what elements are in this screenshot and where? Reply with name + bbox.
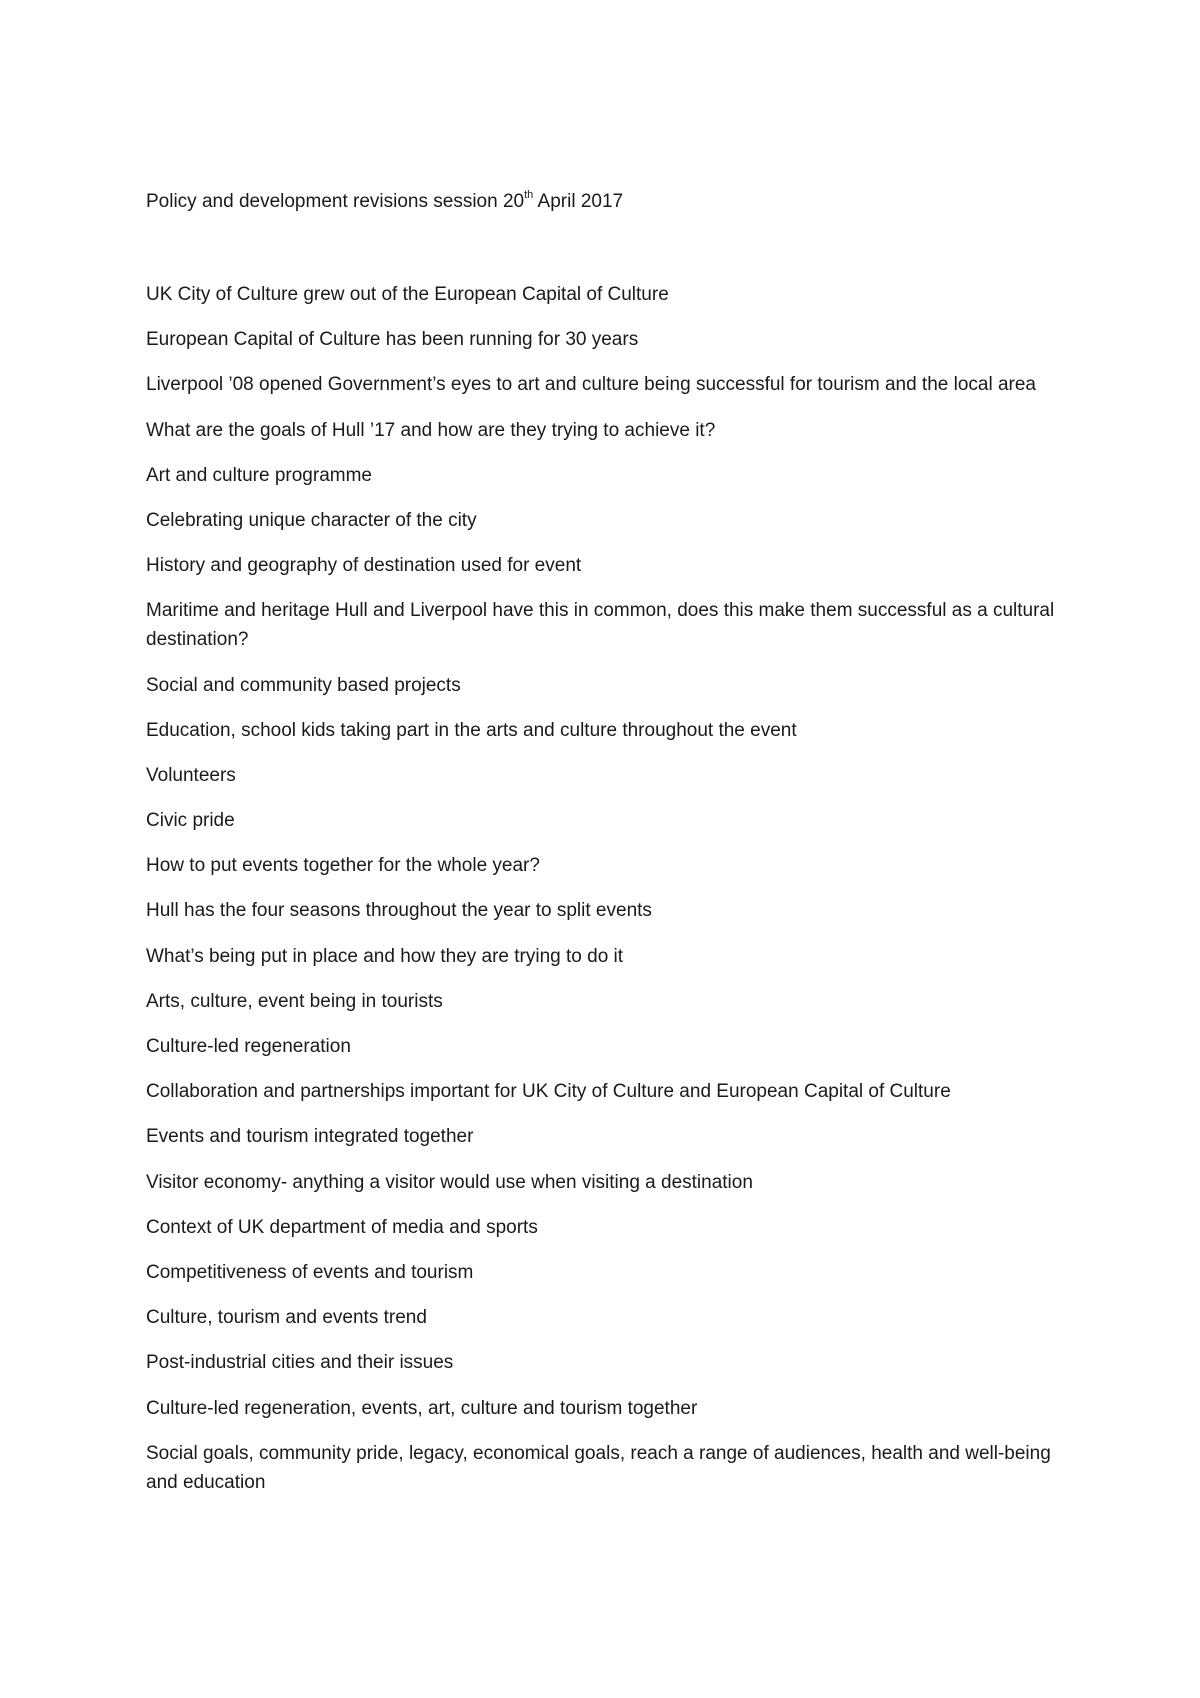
note-paragraph: Social goals, community pride, legacy, economical goals, reach a range of audiences, health and well-being and education xyxy=(146,1442,1051,1493)
note-paragraph: Social and community based projects xyxy=(146,674,461,696)
note-paragraph: UK City of Culture grew out of the European Capital of Culture xyxy=(146,284,669,305)
note-paragraph: Visitor economy- anything a visitor would use when visiting a destination xyxy=(146,1171,753,1193)
note-paragraph: History and geography of destination used for event xyxy=(146,555,582,577)
note-paragraph: Art and culture programme xyxy=(146,464,372,486)
note-paragraph: European Capital of Culture has been running for 30 years xyxy=(146,329,639,351)
document-title xyxy=(146,190,623,214)
note-paragraph: Context of UK department of media and sports xyxy=(146,1216,538,1238)
notes-list xyxy=(146,280,1066,1513)
title-text: Policy and development revisions session 20 xyxy=(146,191,525,212)
title-ordinal-suffix: th xyxy=(524,188,534,201)
note-paragraph: Post-industrial cities and their issues xyxy=(146,1352,454,1374)
note-paragraph: What are the goals of Hull ’17 and how are they trying to achieve it? xyxy=(146,419,716,441)
note-paragraph: Events and tourism integrated together xyxy=(146,1126,474,1148)
note-paragraph: Maritime and heritage Hull and Liverpool have this in common, does this make them successful as a cultural destination? xyxy=(146,600,1055,651)
note-paragraph: Hull has the four seasons throughout the year to split events xyxy=(146,900,652,922)
title-date-tail: April 2017 xyxy=(533,191,624,212)
note-paragraph: Culture-led regeneration xyxy=(146,1036,351,1057)
note-paragraph: Competitiveness of events and tourism xyxy=(146,1261,474,1283)
note-paragraph: What’s being put in place and how they are trying to do it xyxy=(146,945,624,967)
note-paragraph: Celebrating unique character of the city xyxy=(146,509,477,531)
note-paragraph: Arts, culture, event being in tourists xyxy=(146,990,443,1012)
note-paragraph: Culture-led regeneration, events, art, culture and tourism together xyxy=(146,1397,698,1419)
note-paragraph: Volunteers xyxy=(146,764,236,786)
note-paragraph: How to put events together for the whole year? xyxy=(146,855,540,877)
note-paragraph: Education, school kids taking part in the arts and culture throughout the event xyxy=(146,719,797,741)
note-paragraph: Collaboration and partnerships important for UK City of Culture and European Capital of Culture xyxy=(146,1081,951,1103)
note-paragraph: Culture, tourism and events trend xyxy=(146,1307,427,1329)
note-paragraph: Civic pride xyxy=(146,810,235,832)
note-paragraph: Liverpool ’08 opened Government’s eyes to art and culture being successful for tourism and the local area xyxy=(146,374,1036,396)
